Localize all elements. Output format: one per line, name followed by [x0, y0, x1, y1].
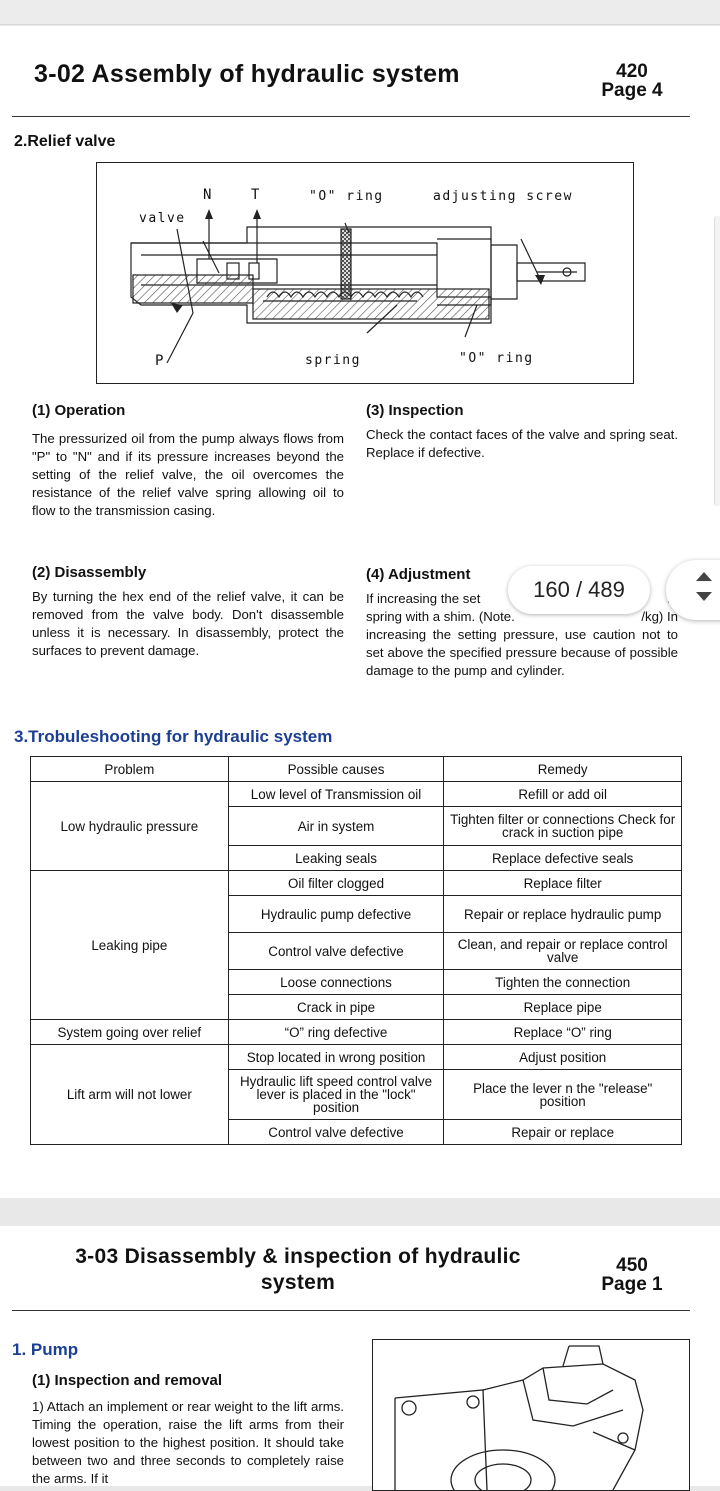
cause-cell: Air in system [228, 807, 444, 846]
label-adjusting-screw: adjusting screw [433, 189, 573, 204]
cause-cell: Crack in pipe [228, 995, 444, 1020]
troubleshooting-title: 3.Trobuleshooting for hydraulic system [14, 727, 333, 746]
remedy-cell: Adjust position [444, 1045, 682, 1070]
table-row [31, 782, 682, 807]
cause-cell: Control valve defective [228, 933, 444, 970]
inspection-text: Check the contact faces of the valve and spring seat. Replace if defective. [366, 427, 678, 460]
problem-cell: System going over relief [31, 1020, 229, 1045]
doc-number: 420 [616, 61, 648, 82]
table-row [31, 1020, 682, 1045]
relief-valve-diagram [96, 162, 634, 384]
remedy-cell: Repair or replace [444, 1120, 682, 1145]
table-header-row [31, 757, 682, 782]
label-valve: valve [139, 211, 186, 226]
header-problem: Problem [31, 757, 229, 782]
troubleshooting-table [30, 756, 682, 1145]
cause-cell: Low level of Transmission oil [228, 782, 444, 807]
pump-illustration [372, 1339, 690, 1491]
page-counter: 160 / 489 [508, 566, 650, 614]
remedy-cell: Replace “O” ring [444, 1020, 682, 1045]
problem-cell: Leaking pipe [31, 871, 229, 1020]
label-o-ring-bottom: "O" ring [459, 351, 534, 366]
table-row [31, 1045, 682, 1070]
cause-cell: Hydraulic lift speed control valve lever is placed in the "lock" position [228, 1070, 444, 1120]
inspection-heading: (3) Inspection [366, 402, 464, 419]
label-t: T [251, 187, 261, 203]
cause-cell: Control valve defective [228, 1120, 444, 1145]
problem-cell: Lift arm will not lower [31, 1045, 229, 1145]
disassembly-heading: (2) Disassembly [32, 564, 147, 581]
pump-drawing [373, 1340, 689, 1490]
page-number [594, 1256, 670, 1294]
adjustment-line2-end: /kg) In [641, 609, 678, 624]
section-relief-valve: 2.Relief valve [14, 133, 116, 150]
operation-text: The pressurized oil from the pump always flows from "P" to "N" and if its pressure increases beyond the setting of the relief valve, the oil overcomes the resistance of the relief valve spring allowing oil to flow to the transmission casing. [32, 431, 344, 518]
page-number [594, 62, 670, 100]
remedy-cell: Clean, and repair or replace control valve [444, 933, 682, 970]
label-n: N [203, 187, 213, 203]
cause-cell: Leaking seals [228, 846, 444, 871]
viewer-top-strip [0, 0, 720, 25]
label-p: P [155, 353, 165, 369]
problem-cell: Low hydraulic pressure [31, 782, 229, 871]
cause-cell: Hydraulic pump defective [228, 896, 444, 933]
page-title-line2: system [260, 1271, 336, 1294]
page-label: Page 1 [601, 1274, 663, 1295]
arrow-up-icon[interactable] [696, 572, 712, 581]
section-pump: 1. Pump [12, 1340, 79, 1359]
cause-cell: Stop located in wrong position [228, 1045, 444, 1070]
adjustment-text: increasing the setting pressure, use caution not to set above the specified pressure because of possible damage to the pump and cylinder. [366, 627, 678, 678]
remedy-cell: Replace filter [444, 871, 682, 896]
document-page [0, 1226, 720, 1486]
label-spring: spring [305, 353, 361, 368]
cause-cell: “O” ring defective [228, 1020, 444, 1045]
remedy-cell: Tighten the connection [444, 970, 682, 995]
page-label: Page 4 [601, 80, 663, 101]
remedy-cell: Tighten filter or connections Check for crack in suction pipe [444, 807, 682, 846]
arrow-down-icon[interactable] [696, 592, 712, 601]
operation-heading: (1) Operation [32, 402, 126, 419]
page-title-line1: 3-03 Disassembly & inspection of hydraulic [75, 1245, 521, 1268]
disassembly-text: By turning the hex end of the relief valve, it can be removed from the valve body. Don't disassemble unless it is necessary. In disassembly, protect the surfaces to prevent damage. [32, 589, 344, 658]
adjustment-heading: (4) Adjustment [366, 566, 471, 583]
page-title [40, 1244, 556, 1296]
doc-number: 450 [616, 1255, 648, 1276]
page-title: 3-02 Assembly of hydraulic system [34, 60, 460, 88]
remedy-cell: Replace pipe [444, 995, 682, 1020]
remedy-cell: Replace defective seals [444, 846, 682, 871]
header-causes: Possible causes [228, 757, 444, 782]
header-rule [12, 1310, 690, 1311]
adjustment-line1-start: If increasing the set [366, 591, 481, 606]
cause-cell: Loose connections [228, 970, 444, 995]
table-row [31, 871, 682, 896]
page-navigation-button[interactable] [666, 560, 720, 620]
header-remedy: Remedy [444, 757, 682, 782]
adjustment-line2-start: spring with a shim. (Note. [366, 609, 515, 624]
scrollbar[interactable] [714, 216, 720, 506]
inspection-removal-heading: (1) Inspection and removal [32, 1372, 223, 1389]
label-o-ring-top: "O" ring [309, 189, 384, 204]
remedy-cell: Refill or add oil [444, 782, 682, 807]
remedy-cell: Place the lever n the "release" position [444, 1070, 682, 1120]
remedy-cell: Repair or replace hydraulic pump [444, 896, 682, 933]
inspection-removal-text: 1) Attach an implement or rear weight to the lift arms. Timing the operation, raise the lift arms from their lowest position to the highest position. It should take between two and three seconds to completely raise the arms. If it [32, 1399, 344, 1486]
cause-cell: Oil filter clogged [228, 871, 444, 896]
header-rule [12, 116, 690, 117]
